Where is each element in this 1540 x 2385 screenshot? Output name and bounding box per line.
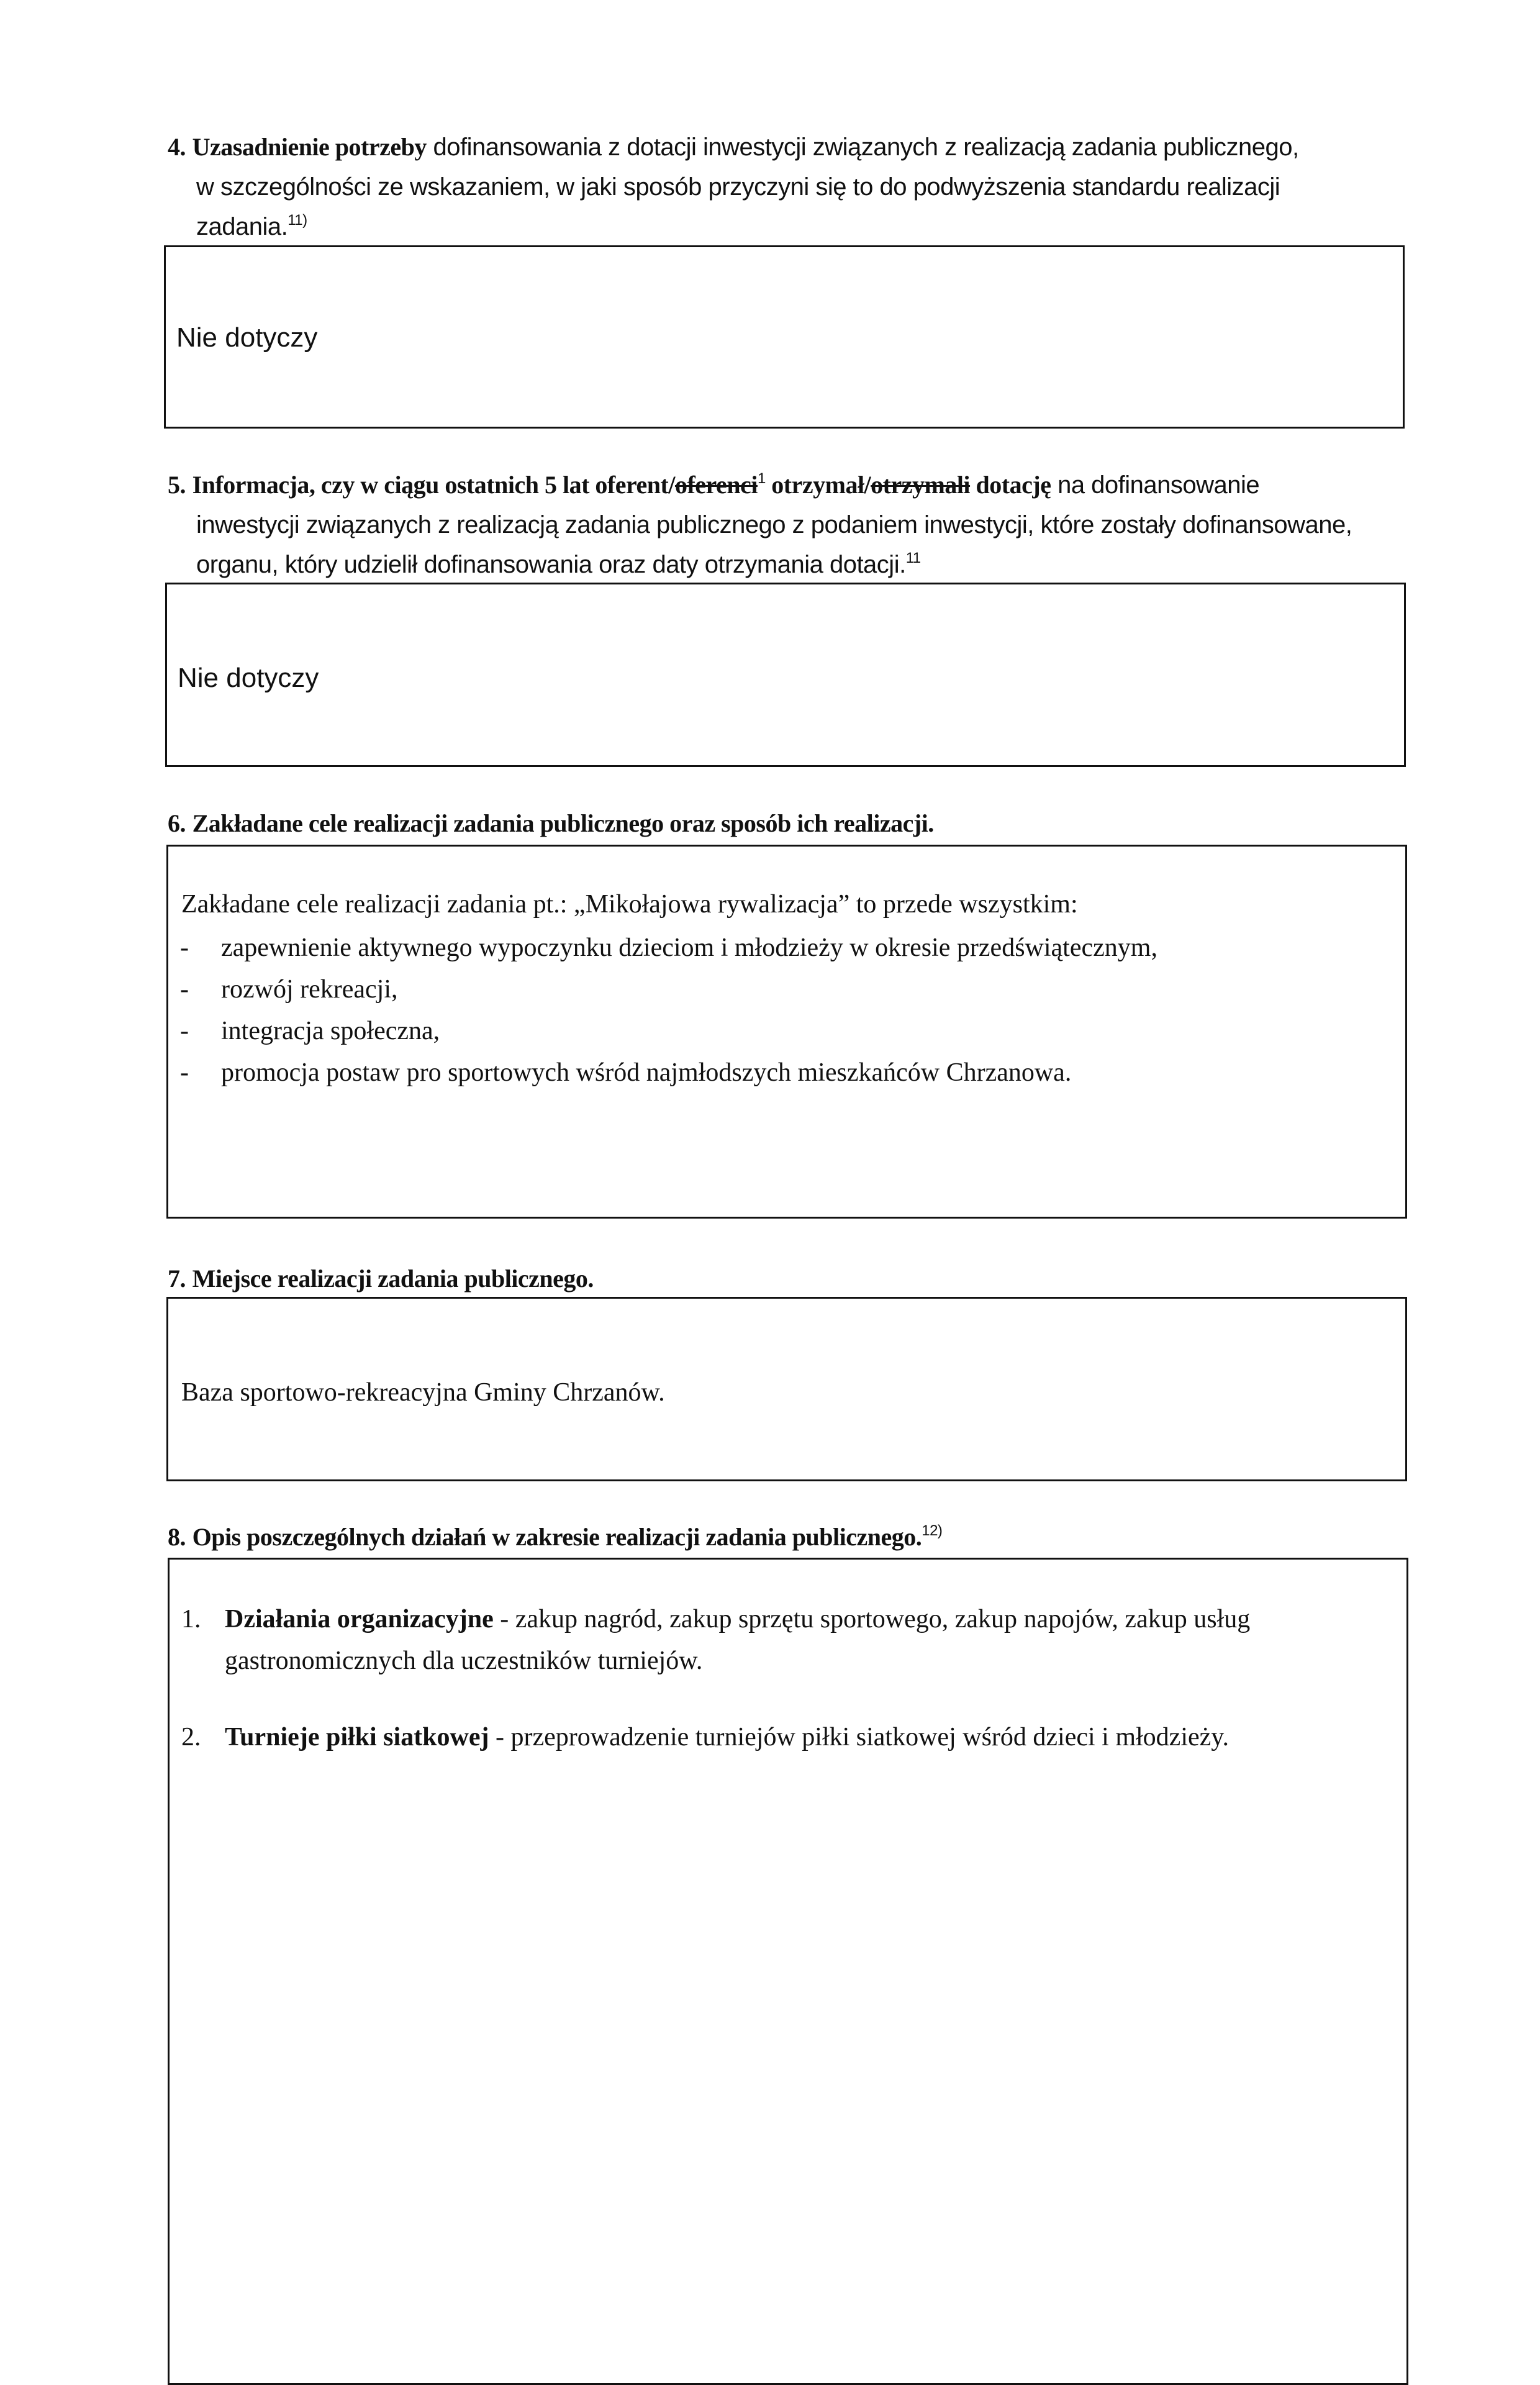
section-5-heading: [168, 465, 1403, 584]
list-item: [181, 1599, 1386, 1682]
list-number: 2.: [181, 1723, 201, 1751]
list-item: [180, 927, 1157, 969]
activity-title: Turnieje piłki siatkowej: [225, 1723, 489, 1751]
list-item-text: rozwój rekreacji,: [221, 975, 398, 1004]
list-number: 1.: [181, 1605, 201, 1633]
section-5-answer: Nie dotyczy: [178, 663, 319, 693]
section-8-heading: [168, 1517, 1403, 1557]
section-6-number: 6.: [168, 809, 186, 837]
list-item: [180, 1052, 1157, 1094]
section-6-heading: [168, 804, 1403, 843]
section-4-footnote: 11): [288, 212, 307, 229]
list-dash: -: [180, 934, 189, 962]
section-5-line3-text: organu, który udzielił dofinansowania oraz daty otrzymania dotacji.: [196, 551, 906, 578]
section-8-title: Opis poszczególnych działań w zakresie realizacji zadania publicznego.: [192, 1523, 922, 1551]
section-7-title: Miejsce realizacji zadania publicznego.: [192, 1265, 594, 1292]
list-item: [180, 969, 1157, 1011]
section-8-number: 8.: [168, 1523, 186, 1551]
list-dash: -: [180, 975, 189, 1004]
list-item: [180, 1011, 1157, 1052]
activity-title: Działania organizacyjne: [225, 1605, 494, 1633]
section-4-answer-box: [164, 245, 1405, 429]
section-5-strike-1: oferenci: [674, 471, 758, 499]
section-5-mid: otrzymał/: [765, 471, 871, 499]
section-5-answer-box: [165, 583, 1406, 767]
activity-description: - przeprowadzenie turniejów piłki siatkowej wśród dzieci i młodzieży.: [489, 1723, 1230, 1751]
section-4-line3: [168, 207, 1403, 247]
list-dash: -: [180, 1017, 189, 1045]
section-4-heading: [168, 127, 1403, 247]
section-7-heading: [168, 1259, 1403, 1299]
section-8-activities-list: [181, 1599, 1386, 1758]
activity-description: - zakup nagród, zakup sprzętu sportowego, zakup napojów, zakup usług gastronomicznych dla uczestników turniejów.: [225, 1605, 1251, 1675]
section-4-lead: Uzasadnienie potrzeby: [192, 133, 427, 161]
section-4-rest: dofinansowania z dotacji inwestycji związanych z realizacją zadania publicznego,: [426, 134, 1299, 161]
section-5-strike-2: otrzymali: [871, 471, 971, 499]
list-dash: -: [180, 1058, 189, 1087]
section-6-title: Zakładane cele realizacji zadania publicznego oraz sposób ich realizacji.: [192, 809, 934, 837]
section-5-number: 5.: [168, 471, 186, 499]
section-7-number: 7.: [168, 1265, 186, 1292]
list-item-text: integracja społeczna,: [221, 1017, 440, 1045]
section-5-sup-1: 1: [757, 470, 766, 487]
section-4-answer: Nie dotyczy: [176, 322, 318, 353]
section-5-rest: na dofinansowanie: [1051, 471, 1260, 499]
section-4-line3-text: zadania.: [196, 213, 288, 240]
section-5-lead: Informacja, czy w ciągu ostatnich 5 lat oferent/: [192, 471, 675, 499]
section-5-footnote: 11: [905, 550, 921, 566]
list-item-text: zapewnienie aktywnego wypoczynku dzieciom i młodzieży w okresie przedświątecznym,: [221, 934, 1157, 962]
list-item-text: promocja postaw pro sportowych wśród najmłodszych mieszkańców Chrzanowa.: [221, 1058, 1072, 1087]
section-5-line3: [168, 545, 1403, 584]
section-5-mid-2: dotację: [970, 471, 1051, 499]
section-6-intro: Zakładane cele realizacji zadania pt.: „Mikołajowa rywalizacja” to przede wszystkim:: [181, 890, 1078, 919]
section-5-line2: inwestycji związanych z realizacją zadania publicznego z podaniem inwestycji, które zostały dofinansowane,: [196, 511, 1352, 538]
section-4-number: 4.: [168, 133, 186, 161]
section-6-goals-list: [180, 927, 1157, 1094]
list-item: [181, 1717, 1386, 1758]
section-4-line2: w szczególności ze wskazaniem, w jaki sposób przyczyni się to do podwyższenia standardu realizacji: [196, 173, 1280, 201]
section-8-footnote: 12): [922, 1522, 943, 1539]
section-7-answer: Baza sportowo-rekreacyjna Gminy Chrzanów.: [181, 1378, 665, 1407]
